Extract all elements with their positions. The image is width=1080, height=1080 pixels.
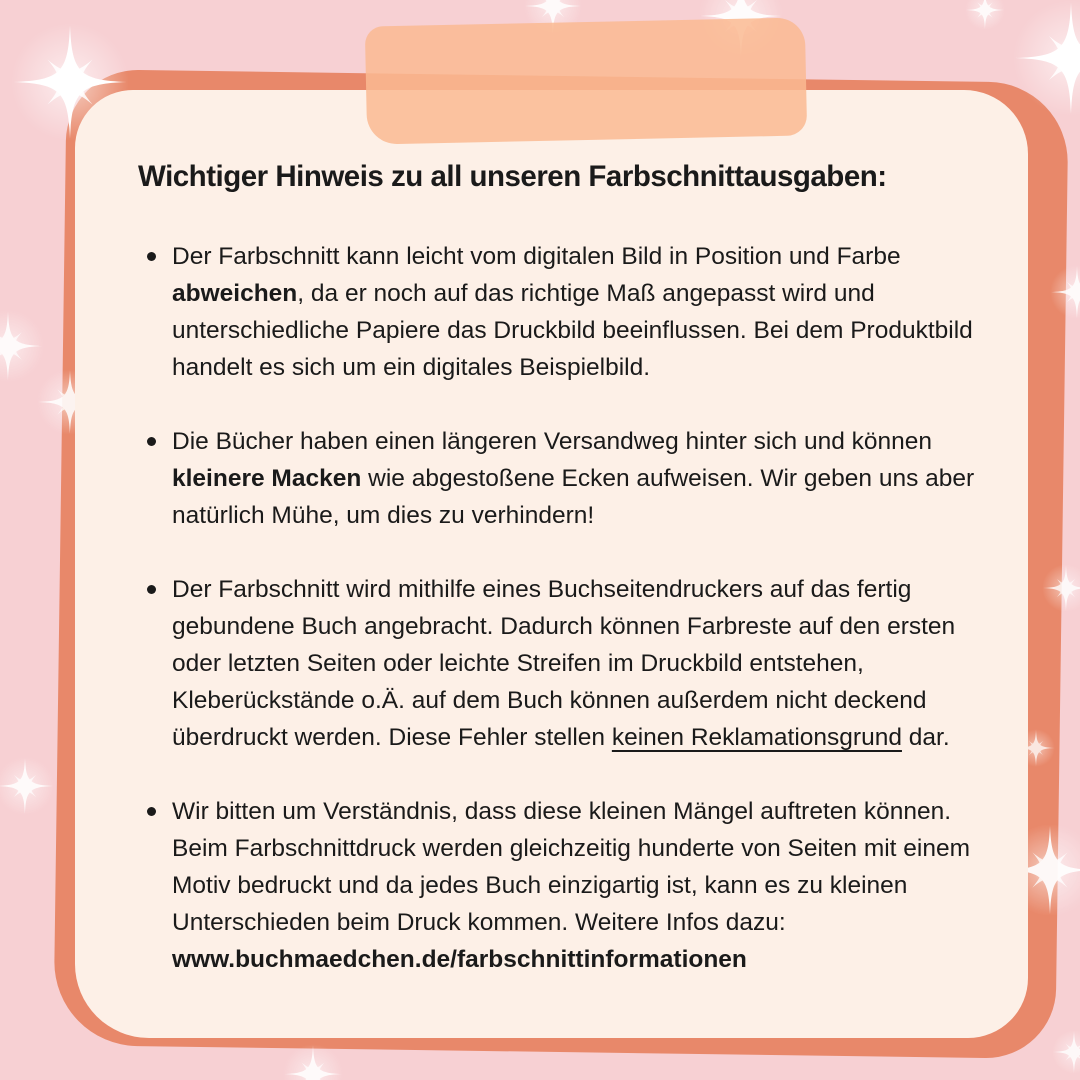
sparkle-icon [1013, 0, 1080, 116]
notice-content [138, 160, 976, 1015]
text-segment: , da er noch auf das richtige Maß angepasst wird und unterschiedliche Papiere das Druckbild beeinflussen. Bei dem Produktbild handelt es sich um ein digitales Beispielbild. [172, 280, 973, 381]
text-segment: Der Farbschnitt kann leicht vom digitalen Bild in Position und Farbe [172, 243, 901, 270]
text-segment: keinen Reklamationsgrund [611, 724, 902, 751]
notice-bullet [138, 571, 976, 756]
notice-bullet [138, 238, 976, 386]
sparkle-icon [965, 0, 1005, 30]
sparkle-icon [1052, 1030, 1080, 1074]
sparkle-icon [283, 1044, 343, 1080]
text-segment: Der Farbschnitt wird mithilfe eines Buchseitendruckers auf das fertig gebundene Buch angebracht. Dadurch können Farbreste auf den ersten oder letzten Seiten oder leichte Streifen im Druckbild entstehen, Kleberückstände o.Ä. auf dem Buch können außerdem nicht deckend überdruckt werden. Diese Fehler stellen [172, 576, 956, 751]
notice-bullet [138, 423, 976, 534]
text-segment: abweichen [172, 280, 298, 307]
text-segment: Wir bitten um Verständnis, dass diese kleinen Mängel auftreten können. Beim Farbschnittdruck werden gleichzeitig hunderte von Seiten mit einem Motiv bedruckt und da jedes Buch einzigartig ist, kann es zu kleinen Unterschieden beim Druck kommen. Weitere Infos dazu: [172, 798, 971, 936]
text-segment: kleinere Macken [172, 465, 362, 492]
notice-bullet [138, 793, 976, 978]
sparkle-icon [1042, 564, 1080, 612]
website-url: www.buchmaedchen.de/farbschnittinformationen [172, 946, 747, 973]
sparkle-icon [1050, 265, 1080, 319]
text-segment: wie abgestoßene Ecken aufweisen. Wir geben uns aber natürlich Mühe, um dies zu verhindern! [172, 465, 975, 529]
notice-bullet-list [138, 238, 976, 978]
notice-heading: Wichtiger Hinweis zu all unseren Farbschnittausgaben: [138, 160, 887, 193]
text-segment: Die Bücher haben einen längeren Versandweg hinter sich und können [172, 428, 933, 455]
sparkle-icon [0, 757, 54, 815]
text-segment: dar. [901, 724, 950, 751]
tape-decoration [365, 17, 807, 144]
